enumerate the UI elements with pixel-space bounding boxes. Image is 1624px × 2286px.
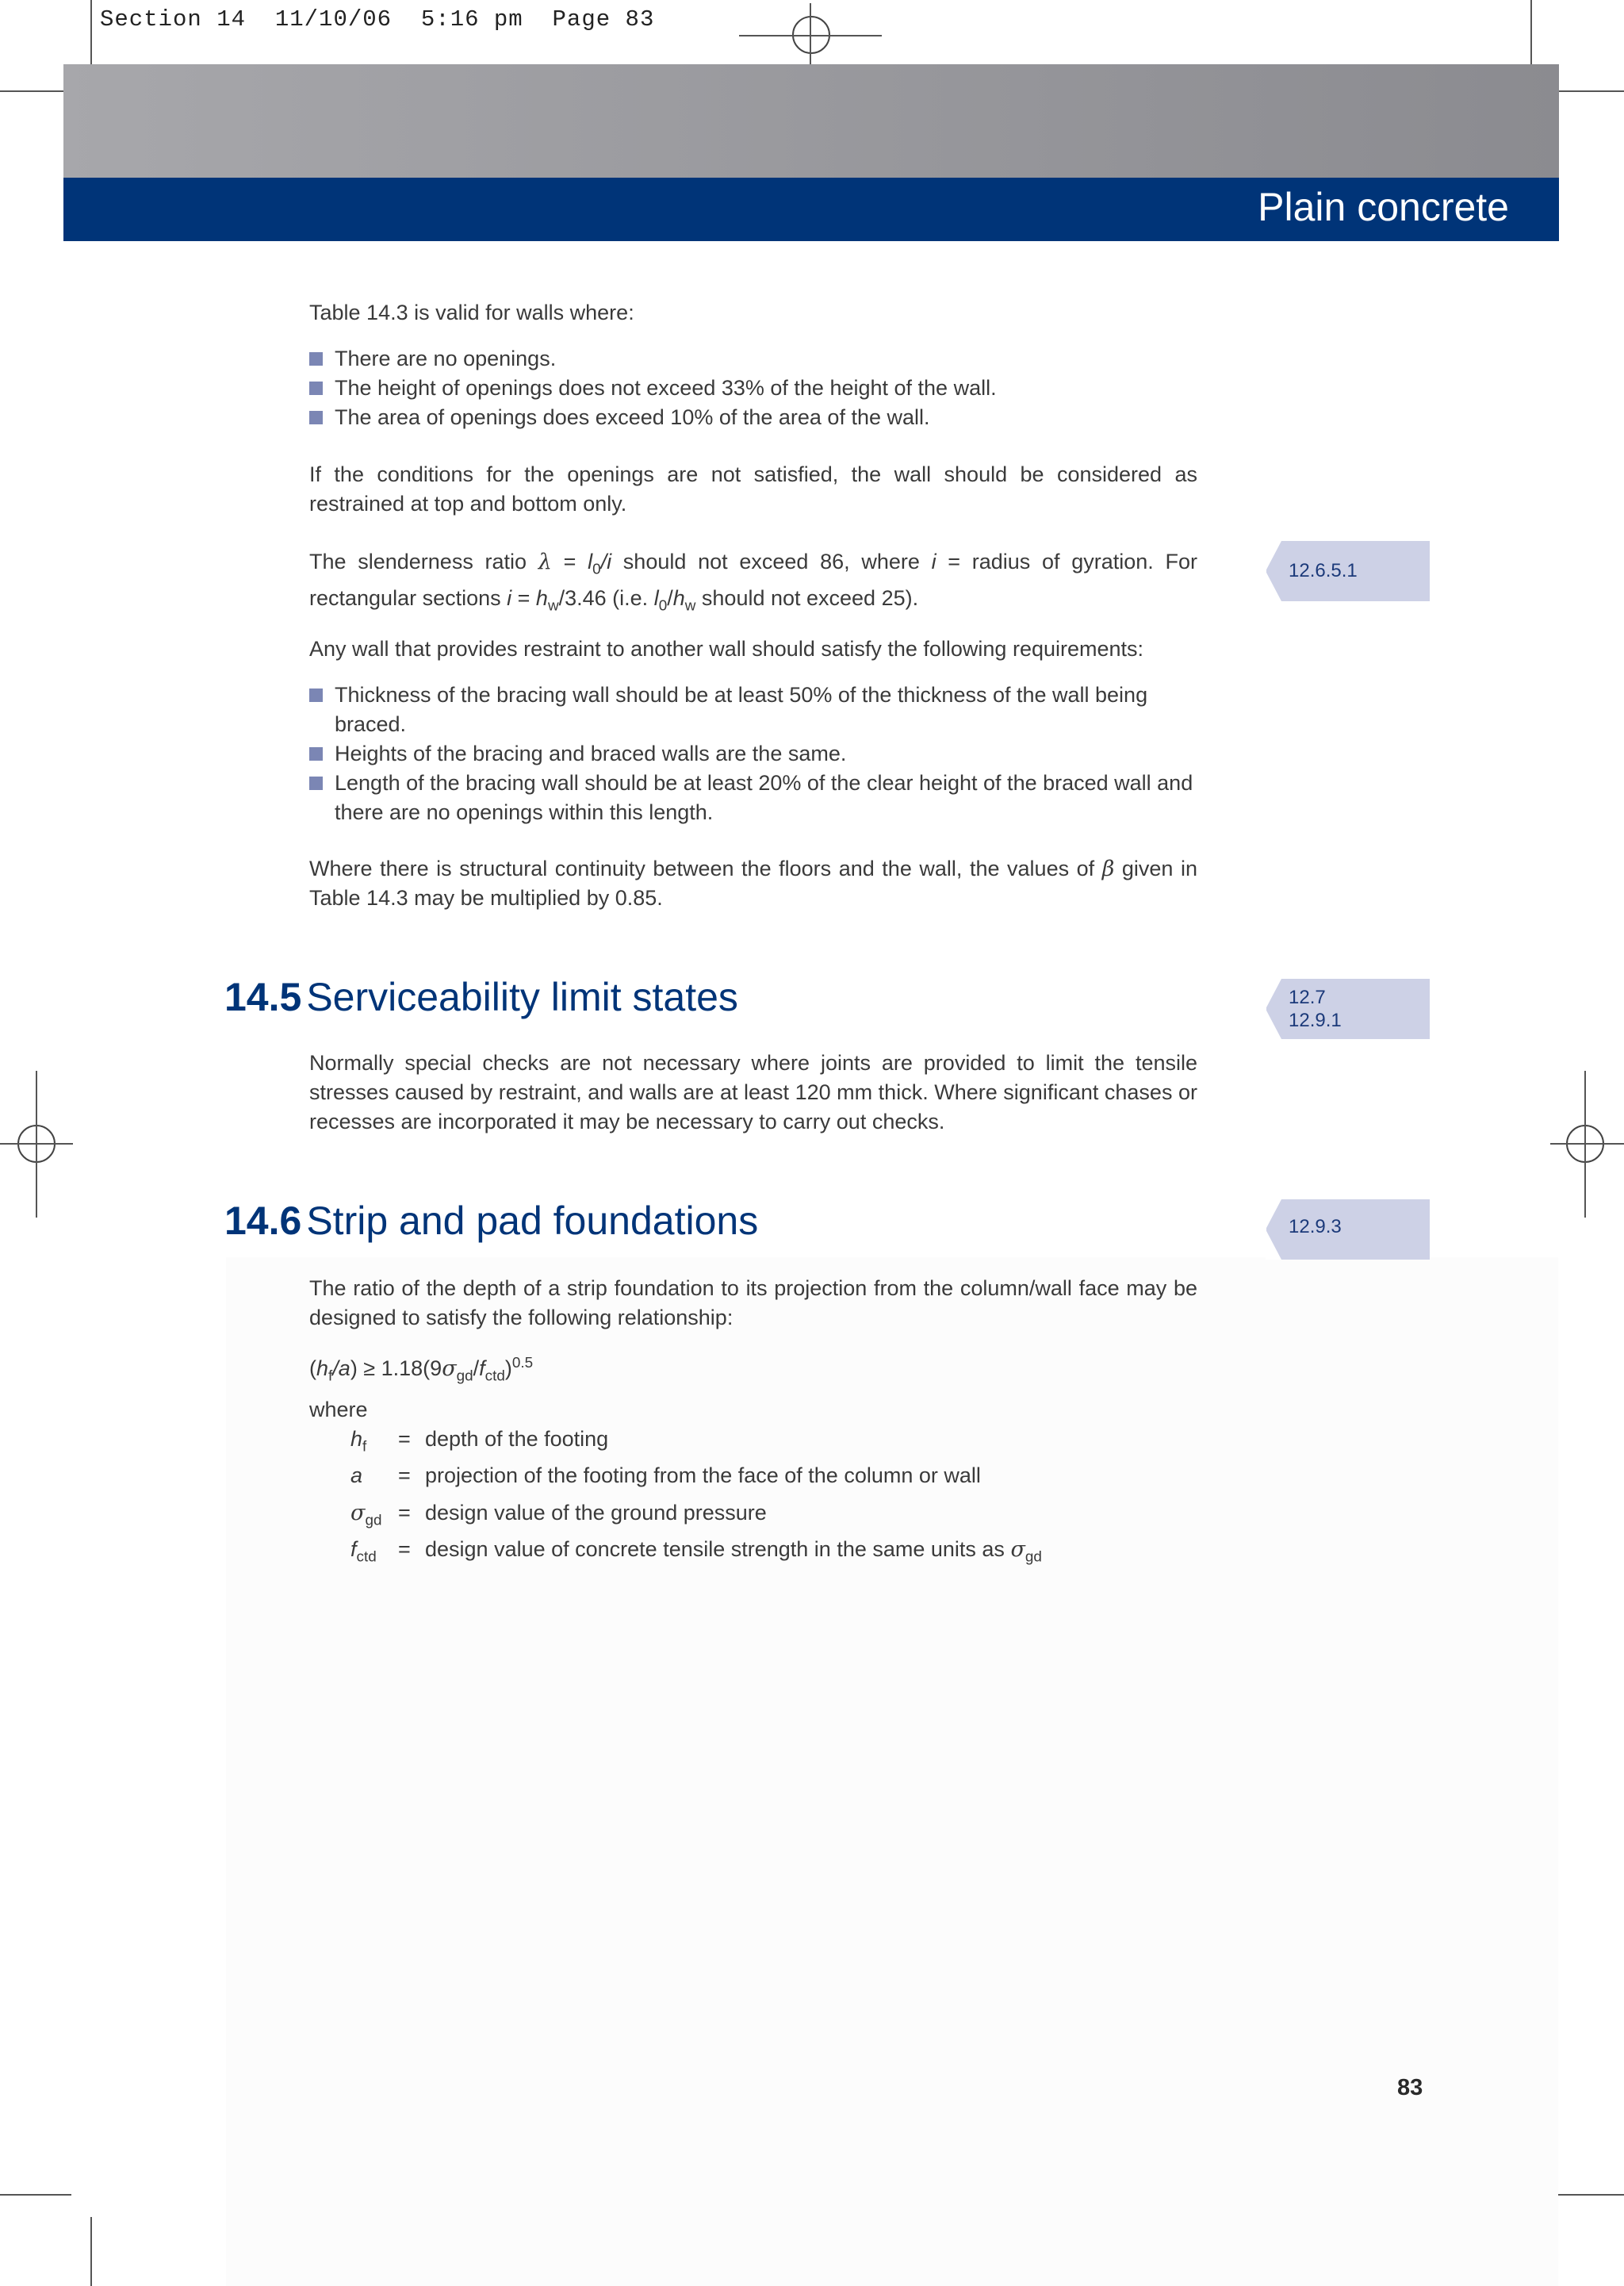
restrained-paragraph: If the conditions for the openings are not satisfied, the wall should be considered as restrained at top and bottom only.: [309, 462, 1197, 516]
list-item: The height of openings does not exceed 33% of the height of the wall.: [309, 374, 1197, 403]
bullet-square-icon: [309, 777, 323, 790]
section-number: 14.6: [224, 1199, 302, 1243]
margin-ref-12-7: [1266, 979, 1430, 1039]
margin-ref-12-6-5-1: [1266, 541, 1430, 601]
restraint-list: [309, 681, 1197, 827]
definition-row: $h_f$ = depth of the footing: [350, 1427, 609, 1456]
slug-page: Page 83: [552, 6, 655, 33]
crop-mark-top-left-v: [90, 0, 92, 67]
crop-mark-bottom-left-h: [0, 2194, 71, 2196]
section-title: Serviceability limit states: [306, 975, 738, 1019]
intro-paragraph: [309, 298, 1197, 328]
bullet-square-icon: [309, 747, 323, 761]
section-heading-14-5: [224, 974, 738, 1020]
slug-time: 5:16 pm: [420, 6, 523, 33]
definition-row: $\sigma_{gd}$ = design value of the ground pressure: [350, 1500, 767, 1529]
list-item: Heights of the bracing and braced walls are the same.: [309, 739, 1197, 769]
crop-mark-top-right-h: [1550, 90, 1624, 92]
definitions-block: [309, 1395, 1197, 1572]
crop-mark-top-left-h: [0, 90, 71, 92]
list-item: The area of openings does exceed 10% of the area of the wall.: [309, 403, 1197, 432]
bullet-square-icon: [309, 688, 323, 702]
foundation-formula: $(h_f/a) \ge 1.18(9\sigma_{gd}/f_{ctd})^{0.5}$: [309, 1355, 534, 1385]
where-label: where: [309, 1398, 368, 1421]
margin-ref-text: 12.6.5.1: [1289, 560, 1358, 581]
margin-ref-12-9-3: [1266, 1199, 1430, 1260]
section-title: Strip and pad foundations: [306, 1199, 759, 1243]
list-item: Length of the bracing wall should be at least 20% of the clear height of the braced wall and there are no openings within this length.: [309, 769, 1197, 827]
slug-date: 11/10/06: [274, 6, 393, 33]
openings-list: [309, 344, 1197, 432]
continuity-paragraph: Where there is structural continuity between the floors and the wall, the values of β given in Table 14.3 may be multiplied by 0.85.: [309, 857, 1197, 910]
header-grey-band: [63, 64, 1559, 178]
bullet-square-icon: [309, 411, 323, 424]
intro-text: Table 14.3 is valid for walls where:: [309, 301, 634, 324]
margin-ref-text: 12.9.1: [1289, 1010, 1342, 1031]
foundation-paragraph: The ratio of the depth of a strip foundation to its projection from the column/wall face may be designed to satisfy the following relationship:: [309, 1276, 1197, 1329]
definition-row: $f_{ctd}$ = design value of concrete tensile strength in the same units as $\sigma_{gd}$: [350, 1537, 1042, 1566]
printer-slug: [100, 6, 654, 33]
list-item: Thickness of the bracing wall should be at least 50% of the thickness of the wall being braced.: [309, 681, 1197, 739]
crop-mark-top-right-v: [1530, 0, 1532, 67]
crop-mark-bottom-right-h: [1550, 2194, 1624, 2196]
list-item: There are no openings.: [309, 344, 1197, 374]
bullet-square-icon: [309, 382, 323, 395]
page-number: 83: [1397, 2075, 1423, 2100]
crop-mark-bottom-left-v: [90, 2217, 92, 2286]
bullet-square-icon: [309, 352, 323, 366]
slenderness-paragraph: The slenderness ratio $\lambda = l_0/i$ should not exceed 86, where i = radius of gyration. For rectangular sections $i = h_w/3.46$ (i.e. $l_0/h_w$ should not exceed 25).: [309, 550, 1197, 615]
definition-row: a = projection of the footing from the face of the column or wall: [350, 1463, 981, 1488]
margin-ref-text: 12.7: [1289, 987, 1326, 1008]
slug-section: Section 14: [100, 6, 247, 33]
section-heading-14-6: [224, 1198, 758, 1244]
restraint-intro-paragraph: Any wall that provides restraint to another wall should satisfy the following requirements:: [309, 637, 1144, 661]
serviceability-paragraph: Normally special checks are not necessary where joints are provided to limit the tensile stresses caused by restraint, and walls are at least 120 mm thick. Where significant chases or recesses are incorporated it may be necessary to carry out checks.: [309, 1051, 1197, 1133]
section-number: 14.5: [224, 975, 302, 1019]
chapter-title: Plain concrete: [1258, 185, 1509, 229]
margin-ref-text: 12.9.3: [1289, 1216, 1342, 1237]
